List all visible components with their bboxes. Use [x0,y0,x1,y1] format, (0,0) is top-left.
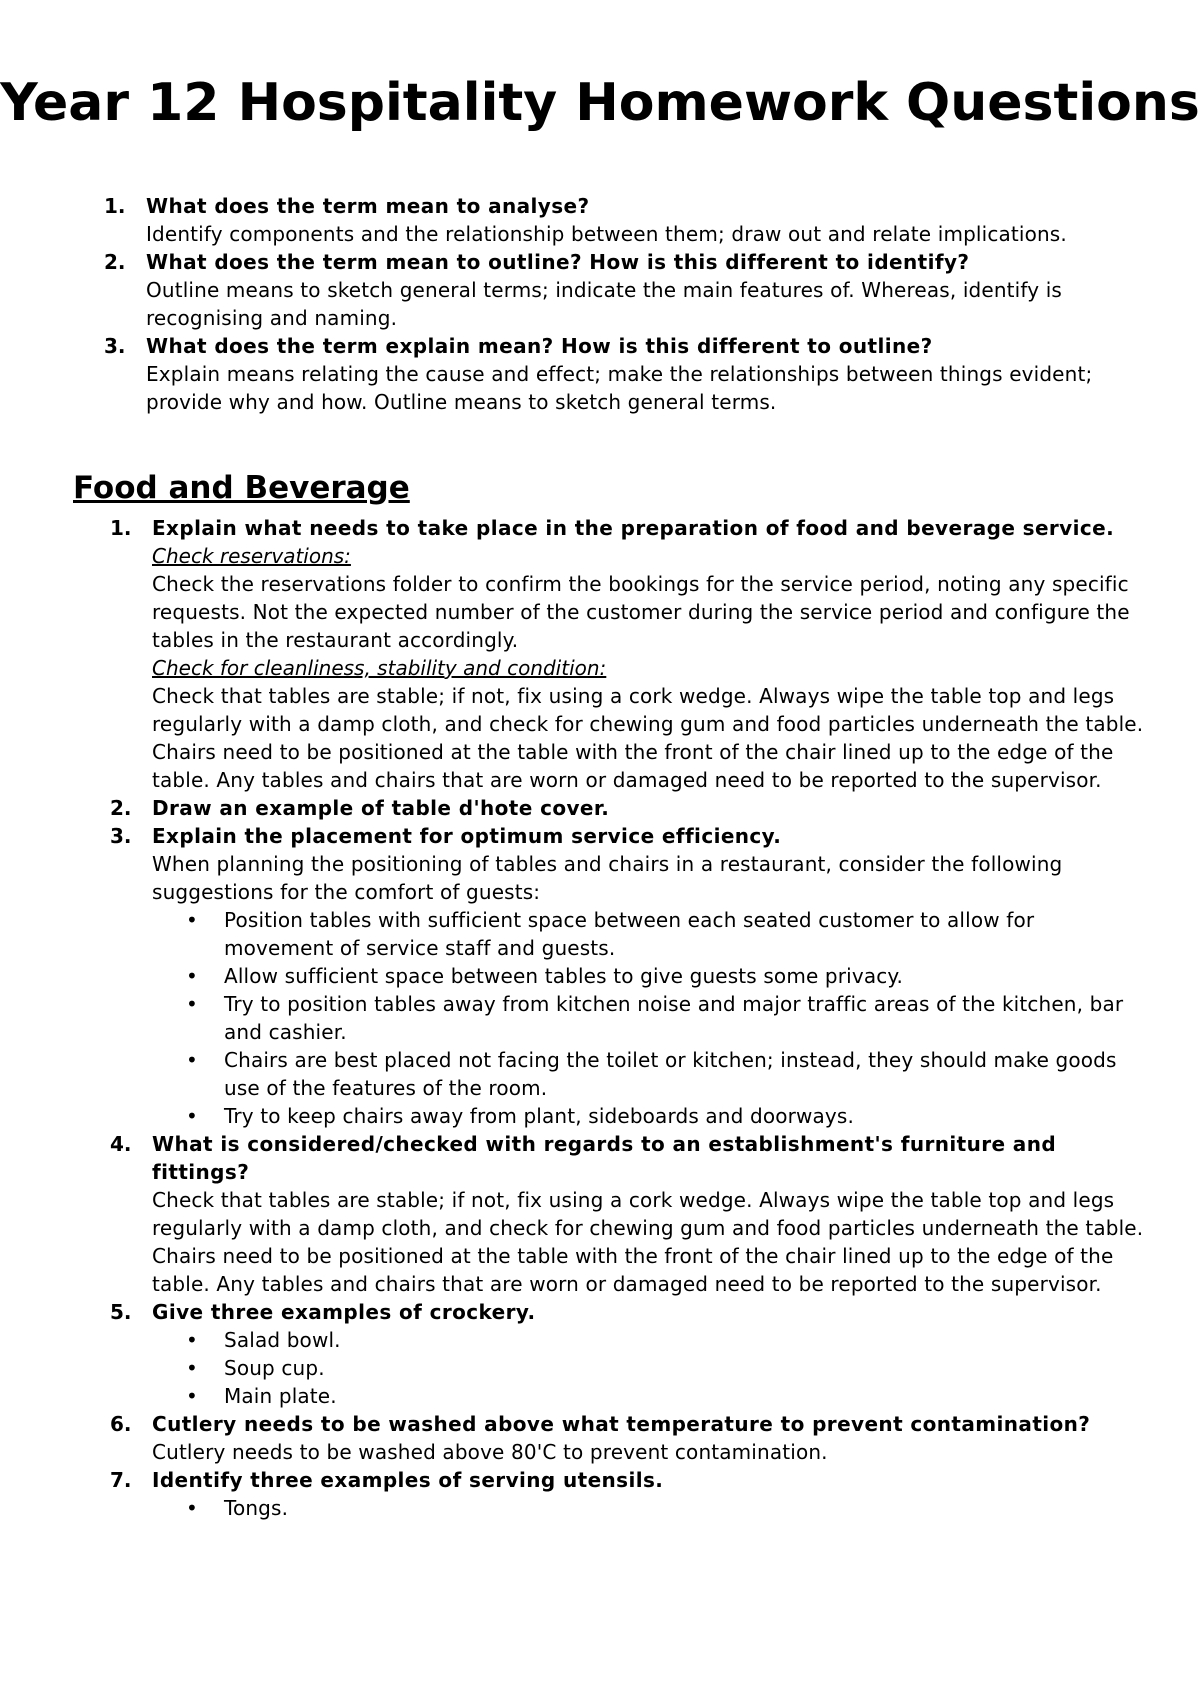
bullet-item: • Try to keep chairs away from plant, sideboards and doorways. [186,1104,854,1128]
answer-text: Cutlery needs to be washed above 80'C to prevent contamination. [152,1440,828,1464]
food-beverage-question-list [110,514,1150,1522]
question-text: What does the term explain mean? How is this different to outline? [146,334,933,358]
bullet-icon: • [186,1496,198,1520]
question-text: What does the term mean to analyse? [146,194,590,218]
bullet-icon: • [186,1384,198,1408]
list-item [104,248,1144,332]
answer-text: Identify components and the relationship between them; draw out and relate implications. [146,222,1067,246]
question-text: Draw an example of table d'hote cover. [152,796,610,820]
section-heading: Food and Beverage [73,470,410,506]
bullet-list [152,906,1150,1130]
question-text: Explain what needs to take place in the preparation of food and beverage service. [152,516,1115,540]
bullet-item: • Allow sufficient space between tables to give guests some privacy. [186,964,904,988]
list-item [110,1298,1150,1410]
item-number: 2. [104,250,126,274]
bullet-icon: • [186,1048,198,1072]
bullet-item: • Position tables with sufficient space between each seated customer to allow for movement of service staff and guests. [186,908,1035,960]
list-item [104,332,1144,416]
bullet-icon: • [186,1356,198,1380]
page-title: Year 12 Hospitality Homework Questions [0,73,1200,133]
answer-text: Outline means to sketch general terms; indicate the main features of. Whereas, identify is recognising and naming. [146,278,1062,330]
intro-question-list [104,192,1144,416]
bullet-list [152,1326,1150,1410]
item-number: 5. [110,1300,132,1324]
bullet-icon: • [186,992,198,1016]
item-number: 1. [104,194,126,218]
answer-text: Check that tables are stable; if not, fix using a cork wedge. Always wipe the table top and legs regularly with a damp cloth, and check for chewing gum and food particles underneath the table. Chairs need to be positioned at the table with the front of the chair lined up to the edge of the table. Any tables and chairs that are worn or damaged need to be reported to the supervisor. [152,1188,1144,1296]
bullet-item: • Chairs are best placed not facing the toilet or kitchen; instead, they should make goods use of the features of the room. [186,1048,1117,1100]
list-item [110,794,1150,822]
list-item [104,192,1144,248]
list-item [110,1466,1150,1522]
item-number: 4. [110,1132,132,1156]
item-number: 3. [110,824,132,848]
bullet-icon: • [186,1328,198,1352]
question-text: Identify three examples of serving utensils. [152,1468,664,1492]
question-text: Give three examples of crockery. [152,1300,536,1324]
item-number: 3. [104,334,126,358]
bullet-item: • Soup cup. [186,1356,325,1380]
bullet-item: • Tongs. [186,1496,289,1520]
question-text: Explain the placement for optimum service efficiency. [152,824,782,848]
list-item [110,1130,1150,1298]
item-number: 1. [110,516,132,540]
bullet-icon: • [186,964,198,988]
question-text: What is considered/checked with regards to an establishment's furniture and fittings? [152,1132,1057,1184]
bullet-item: • Try to position tables away from kitchen noise and major traffic areas of the kitchen, bar and cashier. [186,992,1124,1044]
list-item [110,1410,1150,1466]
item-number: 6. [110,1412,132,1436]
answer-text: Check the reservations folder to confirm the bookings for the service period, noting any specific requests. Not the expected number of the customer during the service period and configure the tables in the restaurant accordingly. [152,572,1130,652]
answer-text: When planning the positioning of tables and chairs in a restaurant, consider the following suggestions for the comfort of guests: [152,852,1063,904]
bullet-icon: • [186,1104,198,1128]
subheading: Check reservations: [152,544,351,568]
answer-text: Explain means relating the cause and effect; make the relationships between things evident; provide why and how. Outline means to sketch general terms. [146,362,1093,414]
answer-text: Check that tables are stable; if not, fix using a cork wedge. Always wipe the table top and legs regularly with a damp cloth, and check for chewing gum and food particles underneath the table. Chairs need to be positioned at the table with the front of the chair lined up to the edge of the table. Any tables and chairs that are worn or damaged need to be reported to the supervisor. [152,684,1144,792]
subheading: Check for cleanliness, stability and condition: [152,656,607,680]
bullet-icon: • [186,908,198,932]
question-text: Cutlery needs to be washed above what temperature to prevent contamination? [152,1412,1091,1436]
list-item [110,822,1150,1130]
item-number: 7. [110,1468,132,1492]
bullet-item: • Salad bowl. [186,1328,341,1352]
question-text: What does the term mean to outline? How is this different to identify? [146,250,970,274]
list-item [110,514,1150,794]
item-number: 2. [110,796,132,820]
bullet-item: • Main plate. [186,1384,337,1408]
bullet-list [152,1494,1150,1522]
